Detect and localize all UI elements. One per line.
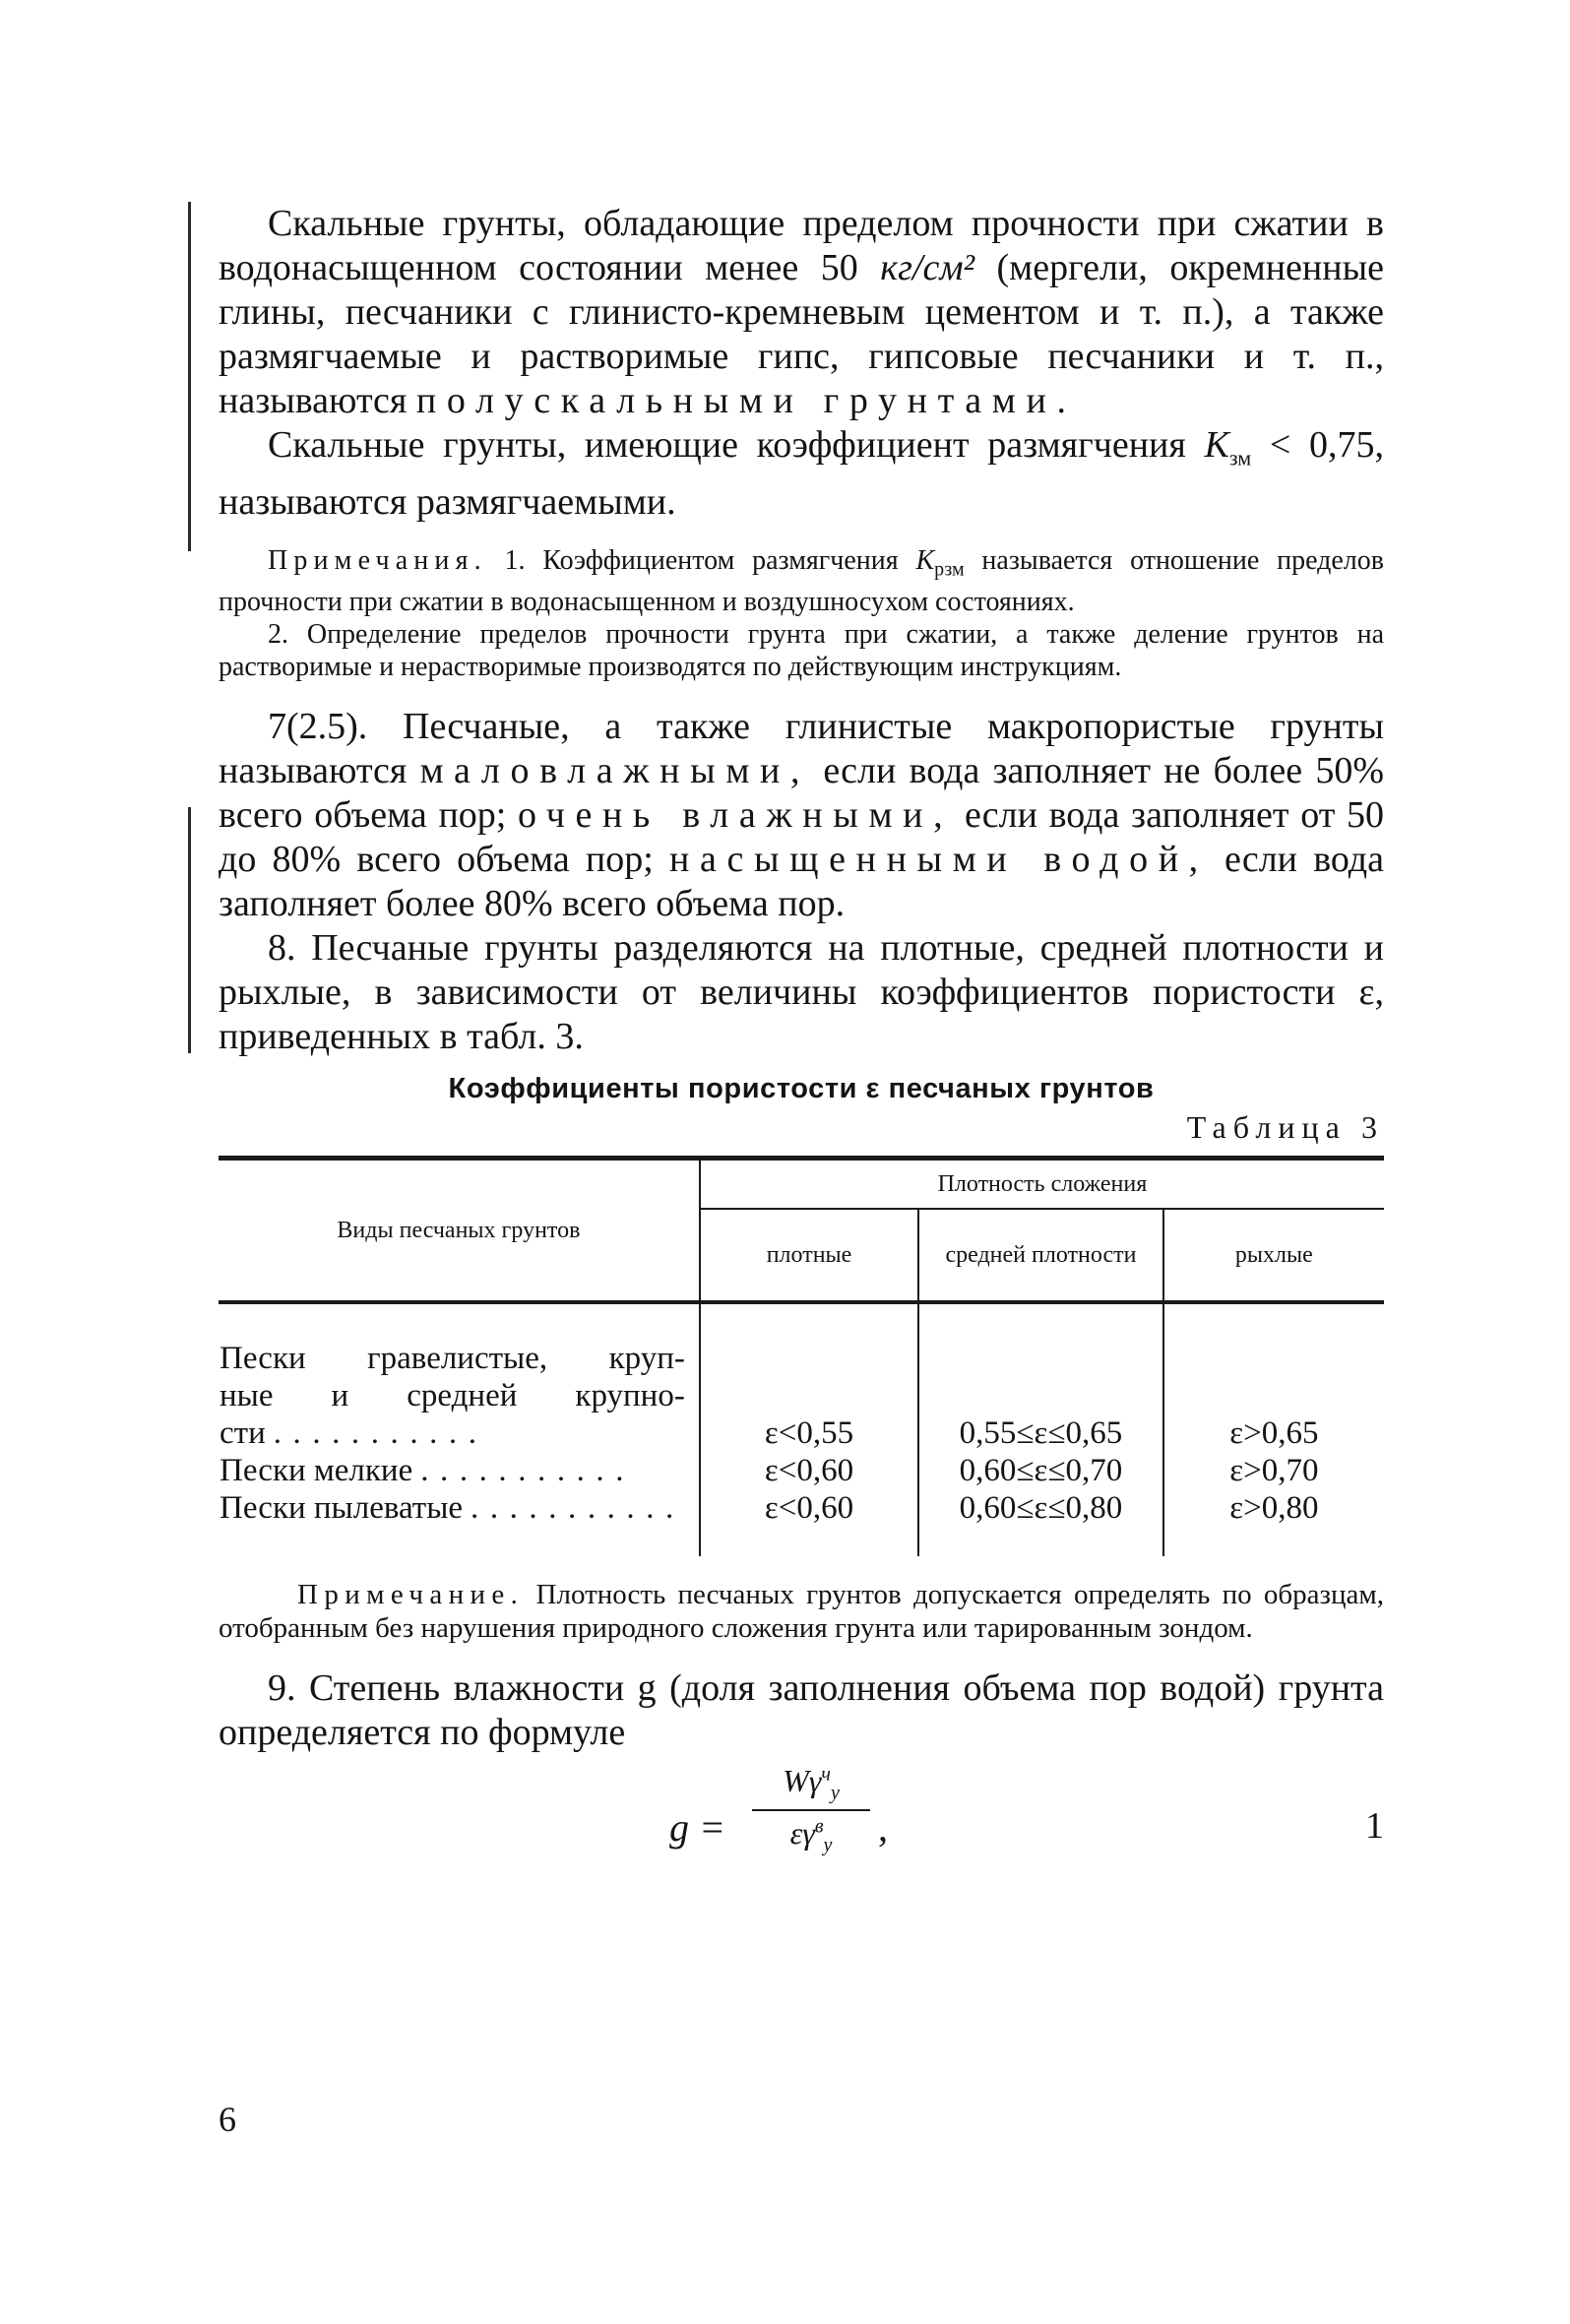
- cell-value: ε>0,70: [1229, 1453, 1319, 1489]
- paragraph-9: 9. Степень влажности g (доля заполнения объема пор водой) грунта определяется по формуле: [219, 1667, 1384, 1754]
- table-label: Таблица 3: [1186, 1109, 1384, 1146]
- table-note-label: Примечание.: [297, 1579, 525, 1611]
- header-density-group: Плотность сложения: [700, 1159, 1384, 1210]
- medium-values: [918, 1302, 1163, 1556]
- porosity-table: [219, 1156, 1384, 1556]
- note-1: Примечания. 1. Коэффициентом размягчения $K_{рзм}$ называется отношение пределов прочности при сжатии в водонасыщенном и воздушносухом состояниях.: [219, 544, 1385, 618]
- equation-number: 1: [1365, 1805, 1384, 1848]
- table-title: Коэффициенты пористости ε песчаных грунтов: [448, 1073, 1155, 1105]
- leader-dots: ...........: [420, 1453, 636, 1489]
- row-silty: Пески пылеватые ...........: [220, 1490, 685, 1527]
- dense-values: [700, 1302, 918, 1556]
- cell-value: ε>0,80: [1229, 1490, 1319, 1527]
- cell-value: 0,60≤ε≤0,80: [959, 1490, 1123, 1527]
- row1-lead2: ные и средней крупно-: [220, 1378, 685, 1414]
- paragraph-8: 8. Песчаные грунты разделяются на плотные, средней плотности и рыхлые, в зависимости от величины коэффициентов пористости ε, приведенных в табл. 3.: [219, 927, 1384, 1058]
- row-gravelly: сти ...........: [220, 1414, 685, 1452]
- row-fine: Пески мелкие ...........: [220, 1452, 685, 1489]
- page-content: [219, 202, 1384, 1911]
- cell-value: 0,55≤ε≤0,65: [959, 1415, 1123, 1452]
- cell-value: ε<0,60: [764, 1490, 854, 1527]
- cell-value: ε>0,65: [1229, 1415, 1319, 1452]
- leader-dots: ...........: [471, 1490, 685, 1527]
- header-loose: рыхлые: [1163, 1209, 1384, 1302]
- unit: кг/см²: [880, 247, 974, 288]
- cell-value: ε<0,55: [764, 1415, 854, 1452]
- row1-lead: Пески гравелистые, круп-: [220, 1341, 685, 1377]
- header-kind: Виды песчаных грунтов: [219, 1159, 700, 1303]
- formula-numerator: $W\gamma^ч_у$: [752, 1763, 870, 1810]
- table-body-row: [219, 1302, 1384, 1556]
- table-header-row: [219, 1159, 1384, 1210]
- table-note: Примечание. Плотность песчаных грунтов допускается определять по образцам, отобранным без нарушения природного сложения грунта или тарированным зондом.: [219, 1579, 1384, 1645]
- margin-line-top: [188, 202, 191, 551]
- margin-line-bottom: [188, 807, 191, 1053]
- cell-value: 0,60≤ε≤0,70: [959, 1453, 1123, 1489]
- loose-values: [1163, 1302, 1384, 1556]
- notes-label: Примечания.: [268, 544, 487, 576]
- formula-fraction: [752, 1763, 870, 1856]
- paragraph-semirock: Скальные грунты, обладающие пределом прочности при сжатии в водонасыщенном состоянии менее 50 кг/см² (мергели, окремненные глины, песчаники с глинисто-кремневым цементом и т. п.), а также размягчаемые и растворимые гипс, гипсовые песчаники и т. п., называются полускальными грунтами.: [219, 203, 1384, 421]
- term-semirock: полускальными грунтами.: [415, 380, 1077, 421]
- page-number: 6: [219, 2100, 236, 2139]
- formula-comma: ,: [878, 1805, 888, 1851]
- soil-kinds-cell: [219, 1302, 700, 1556]
- note-2: 2. Определение пределов прочности грунта при сжатии, а также деление грунтов на растворимые и нерастворимые производятся по действующим инструкциям.: [219, 619, 1384, 683]
- formula-lhs: g =: [669, 1805, 725, 1851]
- formula-saturation: [219, 1763, 1384, 1911]
- cell-value: ε<0,60: [764, 1453, 854, 1489]
- formula-denominator: $\varepsilon\gamma^в_у$: [789, 1814, 833, 1855]
- leader-dots: ...........: [273, 1415, 488, 1452]
- notes-block: [219, 544, 1384, 684]
- header-dense: плотные: [700, 1209, 918, 1302]
- paragraph-softening: Скальные грунты, имеющие коэффициент размягчения $K_{зм} < 0,75$, называются размягчаемыми.: [219, 424, 1384, 523]
- paragraph-7: 7(2.5). Песчаные, а также глинистые макропористые грунты называются маловлажными, если вода заполняет не более 50% всего объема пор; очень влажными, если вода заполняет от 50 до 80% всего объема пор; насыщенными водой, если вода заполняет более 80% всего объема пор.: [219, 706, 1385, 925]
- header-medium: средней плотности: [918, 1209, 1163, 1302]
